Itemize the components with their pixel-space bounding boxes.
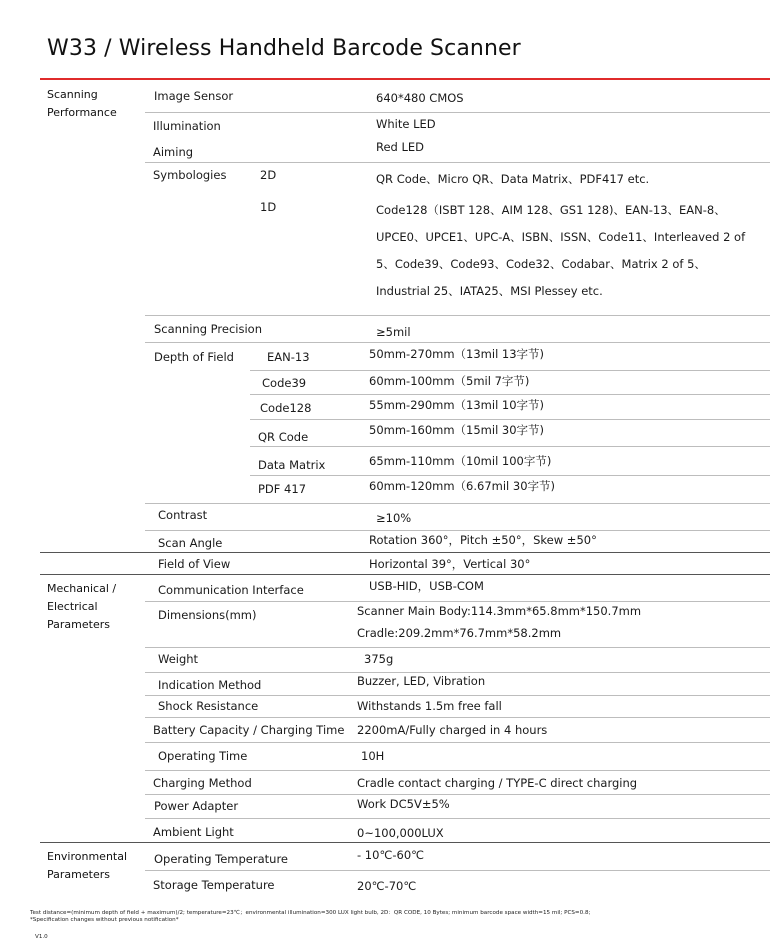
symbology-1d-line: 5、Code39、Code93、Code32、Codabar、Matrix 2 of 5、: [376, 257, 706, 271]
row-divider: [250, 419, 770, 420]
section-label-line: Mechanical /: [47, 582, 117, 595]
row-divider: [145, 742, 770, 743]
aiming-value: Red LED: [376, 140, 425, 154]
footnote-disclaimer: *Specification changes without previous notification*: [30, 917, 179, 923]
row-divider: [250, 446, 770, 447]
adapter-value: Work DC5V±5%: [357, 797, 450, 811]
dof-value: 60mm-120mm（6.67mil 30字节): [369, 479, 556, 493]
row-divider: [145, 530, 770, 531]
row-divider: [145, 870, 770, 871]
image-sensor-label: Image Sensor: [154, 89, 234, 103]
dof-code: QR Code: [258, 430, 309, 444]
row-divider: [145, 717, 770, 718]
row-divider: [145, 672, 770, 673]
dimensions-label: Dimensions(mm): [158, 608, 257, 622]
battery-label: Battery Capacity / Charging Time: [153, 723, 345, 737]
row-divider: [145, 647, 770, 648]
dof-value: 65mm-110mm（10mil 100字节): [369, 454, 552, 468]
row-divider: [145, 342, 770, 343]
section-environmental: [47, 848, 127, 884]
dof-code: Code39: [262, 376, 307, 390]
contrast-value: ≥10%: [376, 511, 412, 525]
section-label-line: Parameters: [47, 618, 110, 631]
comm-value: USB-HID，USB-COM: [369, 579, 484, 593]
footnote-test-conditions: Test distance=(minimum depth of field + maximum)/2; temperature=23℃；environmental illumination=300 LUX light bulb, 2D：QR CODE, 10 Bytes; minimum barcode space width=15 mil; PCS=0.8;: [30, 910, 591, 916]
row-divider: [145, 794, 770, 795]
dof-value: 55mm-290mm（13mil 10字节): [369, 398, 545, 412]
indication-value: Buzzer, LED, Vibration: [357, 674, 486, 688]
symbologies-label: Symbologies: [153, 168, 227, 182]
section-divider: [40, 574, 770, 575]
precision-value: ≥5mil: [376, 325, 411, 339]
symbology-1d-label: 1D: [260, 200, 277, 214]
section-label-line: Environmental: [47, 850, 128, 863]
version-label: V1.0: [35, 934, 48, 940]
row-divider: [250, 370, 770, 371]
row-divider: [250, 475, 770, 476]
dof-code: Code128: [260, 401, 312, 415]
dof-label: Depth of Field: [154, 350, 234, 364]
section-label-line: Parameters: [47, 868, 110, 881]
symbology-1d-line: Industrial 25、IATA25、MSI Plessey etc.: [376, 284, 603, 298]
shock-label: Shock Resistance: [158, 699, 259, 713]
row-divider: [145, 112, 770, 113]
dof-value: 60mm-100mm（5mil 7字节): [369, 374, 530, 388]
shock-value: Withstands 1.5m free fall: [357, 699, 502, 713]
dof-code: PDF 417: [258, 482, 307, 496]
row-divider: [145, 695, 770, 696]
ambient-value: 0~100,000LUX: [357, 826, 444, 840]
charging-value: Cradle contact charging / TYPE-C direct charging: [357, 776, 638, 790]
image-sensor-value: 640*480 CMOS: [376, 91, 464, 105]
battery-value: 2200mA/Fully charged in 4 hours: [357, 723, 548, 737]
dof-value: 50mm-270mm（13mil 13字节): [369, 347, 545, 361]
symbology-1d-line: Code128（ISBT 128、AIM 128、GS1 128)、EAN-13、EAN-8、: [376, 203, 726, 217]
section-label-line: Performance: [47, 106, 117, 119]
dimensions-value-main: Scanner Main Body:114.3mm*65.8mm*150.7mm: [357, 604, 642, 618]
section-scanning-performance: [47, 86, 117, 122]
adapter-label: Power Adapter: [154, 799, 239, 813]
symbology-1d-line: UPCE0、UPCE1、UPC-A、ISBN、ISSN、Code11、Interleaved 2 of: [376, 230, 746, 244]
storage-temp-label: Storage Temperature: [153, 878, 275, 892]
page-title: W33 / Wireless Handheld Barcode Scanner: [47, 36, 521, 61]
indication-label: Indication Method: [158, 678, 262, 692]
symbology-2d-label: 2D: [260, 168, 277, 182]
section-label-line: Electrical: [47, 600, 98, 613]
row-divider: [250, 394, 770, 395]
dimensions-value-cradle: Cradle:209.2mm*76.7mm*58.2mm: [357, 626, 562, 640]
dof-code: EAN-13: [267, 350, 310, 364]
illumination-label: Illumination: [153, 119, 221, 133]
comm-label: Communication Interface: [158, 583, 304, 597]
row-divider: [145, 162, 770, 163]
dof-value: 50mm-160mm（15mil 30字节): [369, 423, 545, 437]
section-label-line: Scanning: [47, 88, 98, 101]
row-divider: [145, 315, 770, 316]
op-temp-value: - 10℃-60℃: [357, 848, 425, 862]
section-mechanical-electrical: [47, 580, 116, 634]
row-divider: [145, 503, 770, 504]
section-divider: [40, 552, 770, 553]
weight-value: 375g: [364, 652, 394, 666]
op-temp-label: Operating Temperature: [154, 852, 288, 866]
illumination-value: White LED: [376, 117, 436, 131]
storage-temp-value: 20℃-70℃: [357, 879, 417, 893]
title-divider: [40, 78, 770, 80]
row-divider: [145, 601, 770, 602]
op-time-label: Operating Time: [158, 749, 248, 763]
precision-label: Scanning Precision: [154, 322, 262, 336]
scan-angle-label: Scan Angle: [158, 536, 223, 550]
fov-label: Field of View: [158, 557, 231, 571]
section-divider: [40, 842, 770, 843]
ambient-label: Ambient Light: [153, 825, 234, 839]
charging-label: Charging Method: [153, 776, 252, 790]
dof-code: Data Matrix: [258, 458, 326, 472]
scan-angle-value: Rotation 360°，Pitch ±50°，Skew ±50°: [369, 533, 597, 547]
aiming-label: Aiming: [153, 145, 194, 159]
weight-label: Weight: [158, 652, 199, 666]
contrast-label: Contrast: [158, 508, 208, 522]
op-time-value: 10H: [361, 749, 385, 763]
symbology-2d-value: QR Code、Micro QR、Data Matrix、PDF417 etc.: [376, 172, 650, 186]
row-divider: [145, 770, 770, 771]
row-divider: [145, 818, 770, 819]
fov-value: Horizontal 39°，Vertical 30°: [369, 557, 531, 571]
